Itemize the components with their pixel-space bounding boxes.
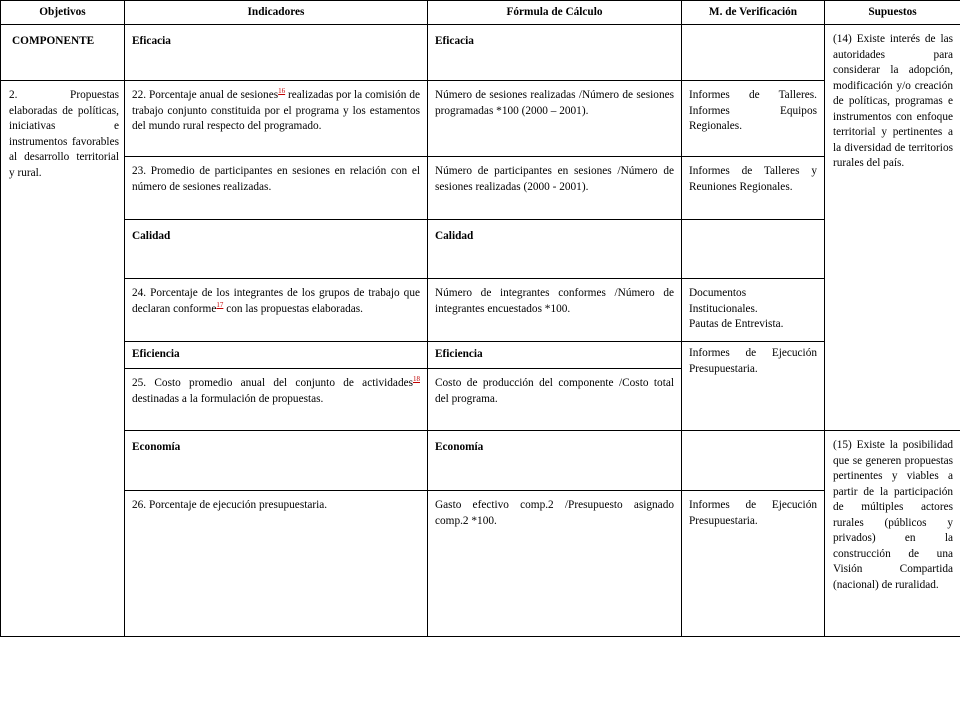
section-eficiencia-formula: Eficiencia [428,342,682,369]
assumption-15 [825,431,960,637]
indicator-25 [125,369,428,431]
formula-23: Número de participantes en sesiones /Número de sesiones realizadas (2000 - 2001). [428,157,682,220]
table-row [1,81,960,157]
assumption-14-text: (14) Existe interés de las autoridades para considerar la adopción, modificación y/o creación de políticas, programas e instrumentos con enfoque territorial y pertinentes a la diversidad de territorios rurales del país. [833,33,953,169]
objective-text: 2. Propuestas elaboradas de políticas, iniciativas e instrumentos favorables al desarrollo territorial y rural. [9,89,119,179]
section-eficiencia-indicator: Eficiencia [125,342,428,369]
table-row [1,279,960,342]
formula-22: Número de sesiones realizadas /Número de sesiones programadas *100 (2000 – 2001). [428,81,682,157]
table-row [1,157,960,220]
table-row [1,491,960,637]
assumption-14 [825,25,960,431]
empty-cell [682,431,825,491]
assumption-15-text: (15) Existe la posibilidad que se generen propuestas pertinentes y viables a partir de la participación de múltiples actores rurales (públicos y privados) en la construcción de una Visión Compartida (nacional) de ruralidad. [833,439,953,591]
header-supuestos: Supuestos [825,1,960,25]
footnote-18-link[interactable]: 18 [413,375,420,383]
header-formula: Fórmula de Cálculo [428,1,682,25]
section-economia-indicator: Economía [125,431,428,491]
empty-cell [682,25,825,81]
footnote-17-link[interactable]: 17 [216,300,224,309]
eficiencia-section-row [1,342,960,369]
indicator-24-text-a: 24. Porcentaje de los integrantes de los grupos de trabajo que declaran conforme [132,287,420,315]
verification-eficiencia: Informes de Ejecución Presupuestaria. [682,342,825,431]
section-eficacia-indicator: Eficacia [125,25,428,81]
economia-section-row [1,431,960,491]
verification-22: Informes de Talleres. Informes Equipos Regionales. [682,81,825,157]
formula-25: Costo de producción del componente /Costo total del programa. [428,369,682,431]
formula-26: Gasto efectivo comp.2 /Presupuesto asignado comp.2 *100. [428,491,682,637]
header-row [1,1,960,25]
indicator-23: 23. Promedio de participantes en sesiones en relación con el número de sesiones realizadas. [125,157,428,220]
indicator-26: 26. Porcentaje de ejecución presupuestaria. [125,491,428,637]
header-verificacion: M. de Verificación [682,1,825,25]
component-label: COMPONENTE [1,25,125,81]
section-calidad-formula: Calidad [428,220,682,279]
indicator-22 [125,81,428,157]
verification-24-line-1: Documentos Institucionales. [689,287,758,315]
indicator-24-text-b: con las propuestas elaboradas. [223,302,363,315]
verification-26: Informes de Ejecución Presupuestaria. [682,491,825,637]
formula-24: Número de integrantes conformes /Número de integrantes encuestados *100. [428,279,682,342]
verification-24 [682,279,825,342]
indicator-22-text-b: realizadas por la comisión de trabajo conjunto constituida por el programa y los estamentos del mundo rural respecto del programado. [132,89,420,132]
indicator-25-text-b: destinadas a la formulación de propuestas. [132,392,324,405]
verification-23: Informes de Talleres y Reuniones Regionales. [682,157,825,220]
verification-24-line-2: Pautas de Entrevista. [689,318,784,330]
objective-cell [1,81,125,637]
header-indicadores: Indicadores [125,1,428,25]
footnote-16-link[interactable]: 16 [278,87,286,95]
section-economia-formula: Economía [428,431,682,491]
section-eficacia-formula: Eficacia [428,25,682,81]
header-objetivos: Objetivos [1,1,125,25]
indicator-25-text-a: 25. Costo promedio anual del conjunto de actividades [132,377,413,389]
empty-cell [682,220,825,279]
indicator-22-text-a: 22. Porcentaje anual de sesiones [132,89,279,101]
section-calidad-indicator: Calidad [125,220,428,279]
eficacia-section-row [1,25,960,81]
calidad-section-row [1,220,960,279]
indicator-24 [125,279,428,342]
